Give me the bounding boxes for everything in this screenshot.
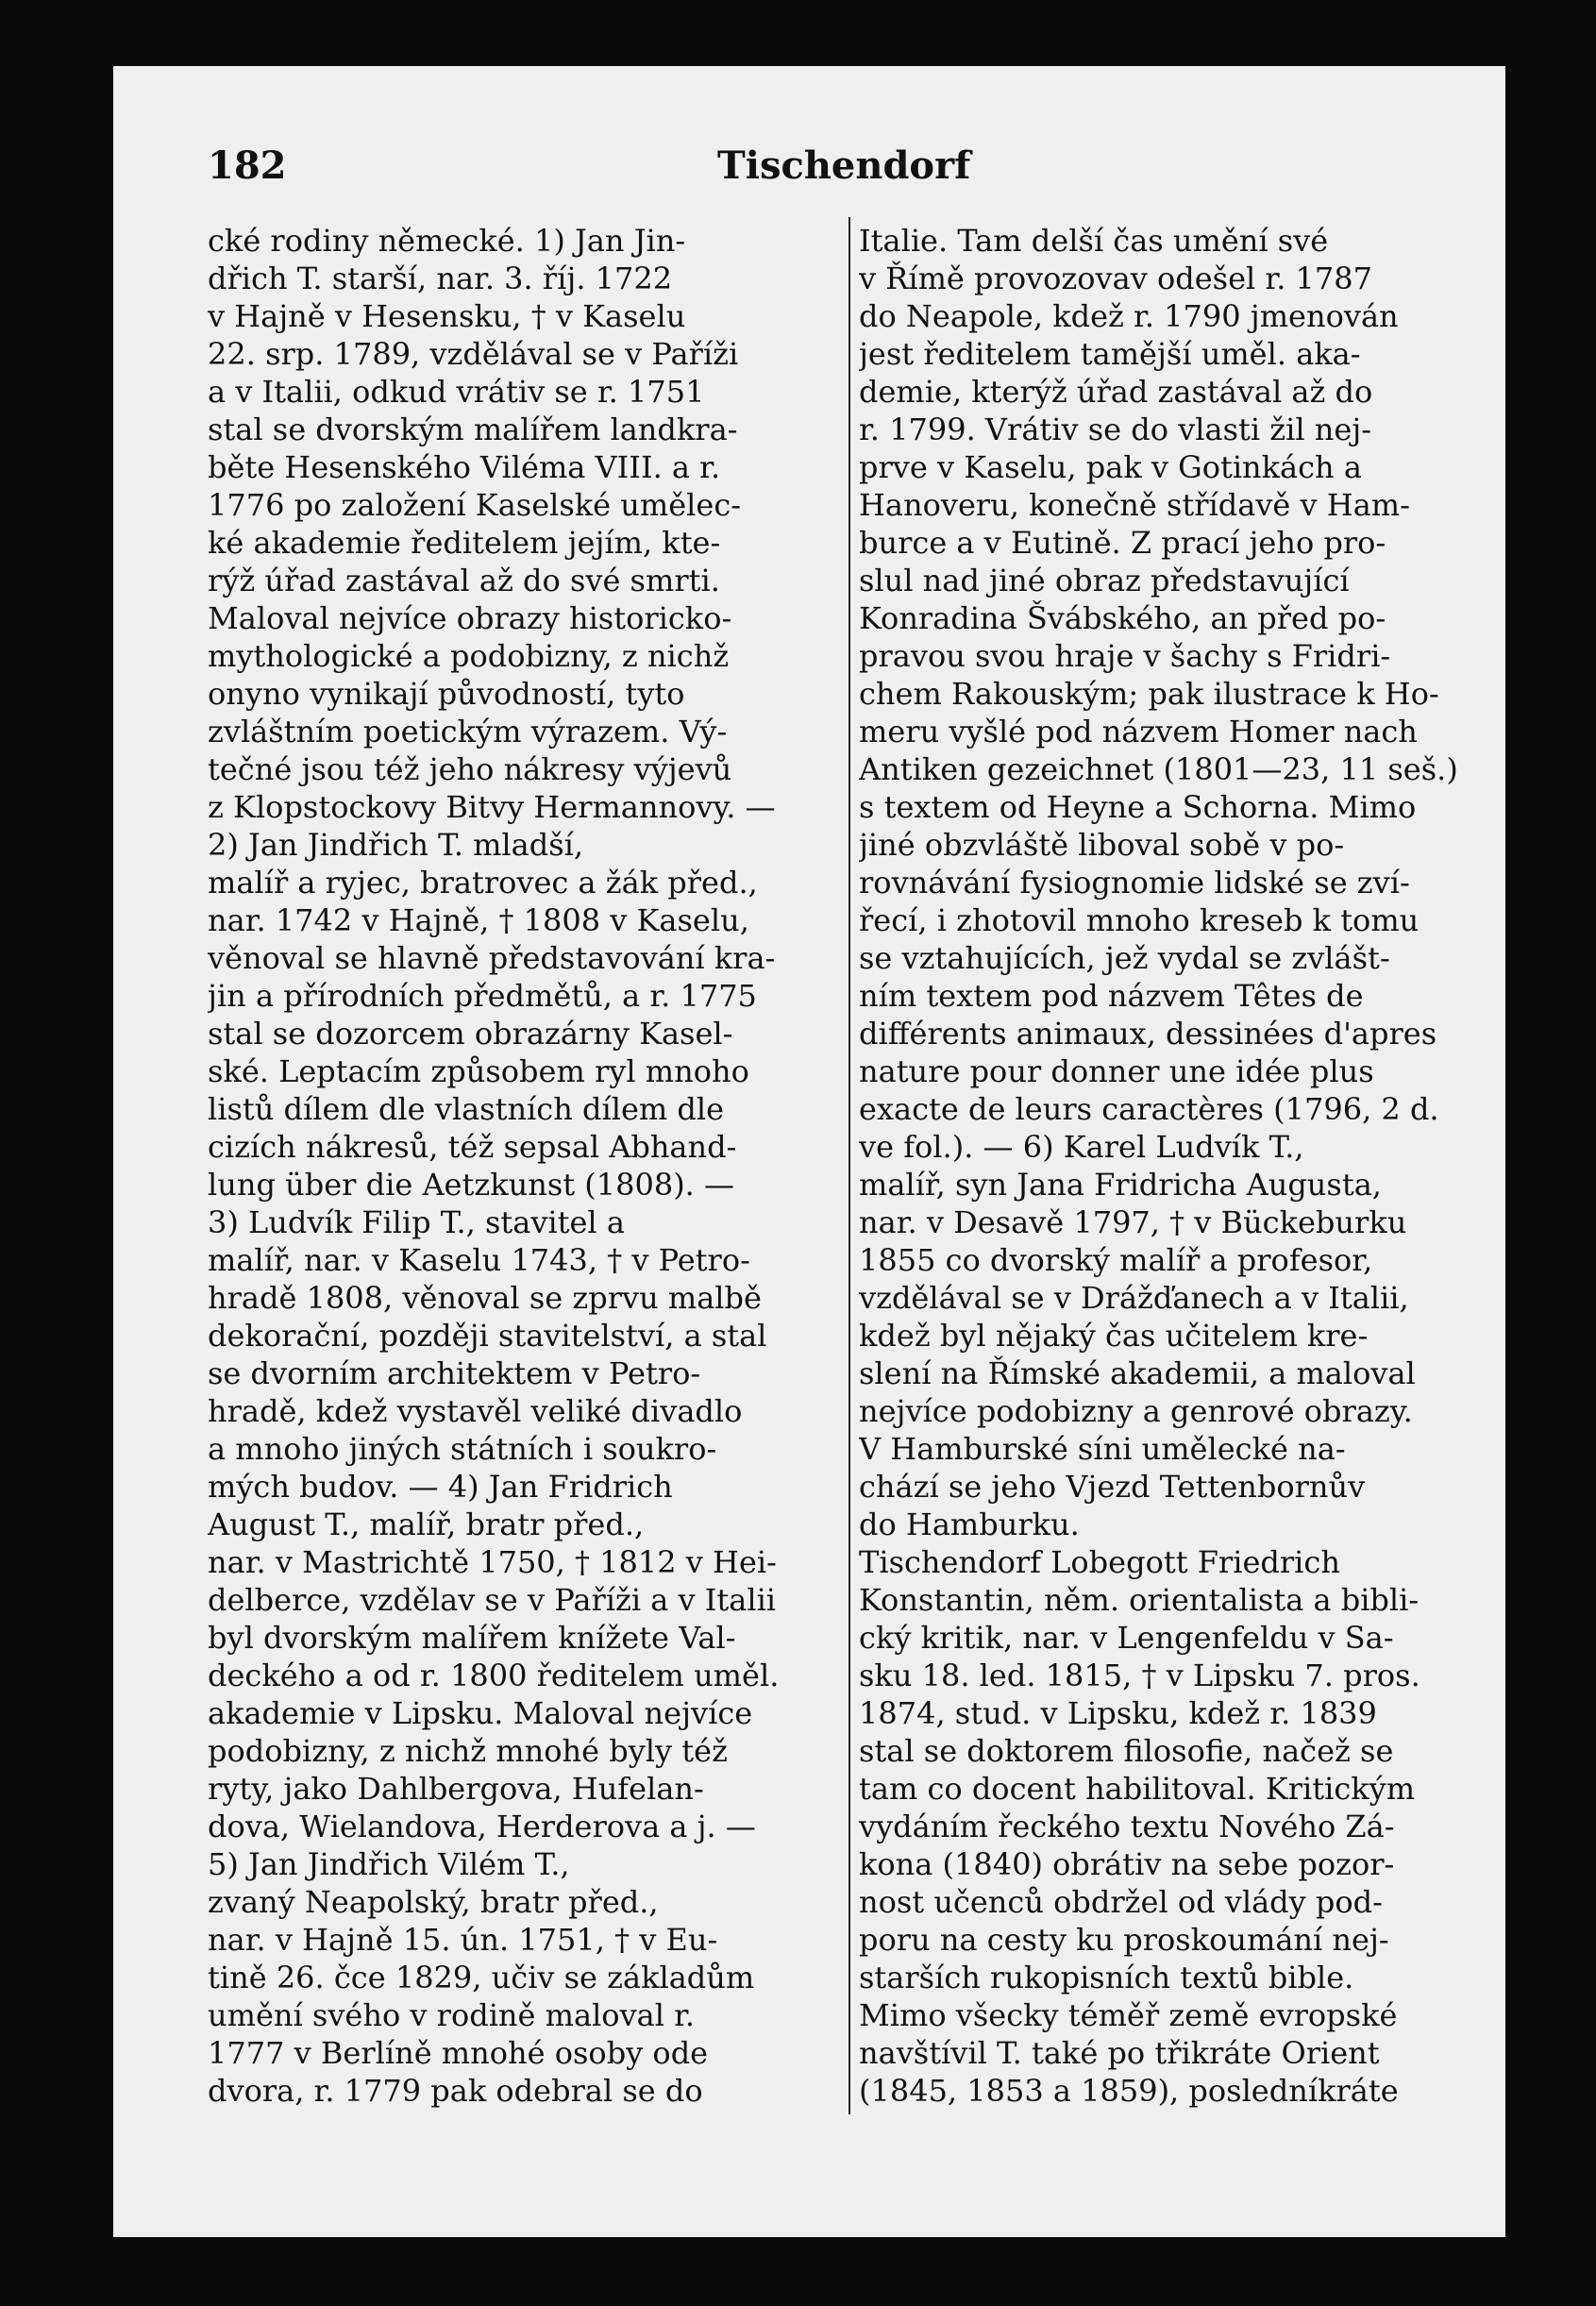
text-line: vzdělával se v Drážďanech a v Italii,	[859, 1280, 1409, 1316]
text-line: a mnoho jiných státních i soukro-	[208, 1431, 717, 1467]
text-line: meru vyšlé pod názvem Homer nach	[859, 714, 1418, 749]
text-line: kona (1840) obrátiv na sebe pozor-	[859, 1846, 1395, 1882]
text-line: nost učenců obdržel od vlády pod-	[859, 1884, 1383, 1920]
text-line: Konstantin, něm. orientalista a bibli-	[859, 1582, 1420, 1618]
text-line: Antiken gezeichnet (1801—23, 11 seš.)	[859, 751, 1458, 787]
text-line: deckého a od r. 1800 ředitelem uměl.	[208, 1658, 780, 1693]
text-line: nar. v Desavě 1797, † v Bückeburku	[859, 1204, 1407, 1240]
text-line: stal se doktorem filosofie, načež se	[859, 1733, 1394, 1769]
text-line: cký kritik, nar. v Lengenfeldu v Sa-	[859, 1620, 1394, 1656]
text-line: stal se dvorským malířem landkra-	[208, 412, 738, 447]
text-line: ké akademie ředitelem jejím, kte-	[208, 525, 721, 561]
text-line: August T., malíř, bratr před.,	[208, 1506, 645, 1542]
text-line: dekorační, později stavitelství, a stal	[208, 1318, 767, 1354]
text-line: zvláštním poetickým výrazem. Vý-	[208, 714, 728, 749]
text-line: poru na cesty ku proskoumání nej-	[859, 1922, 1389, 1958]
text-line: hradě 1808, věnoval se zprvu malbě	[208, 1280, 762, 1316]
text-line: cizích nákresů, též sepsal Abhand-	[208, 1129, 737, 1165]
text-line: v Hajně v Hesensku, † v Kaselu	[208, 298, 686, 334]
text-line: 5) Jan Jindřich Vilém T.,	[208, 1846, 570, 1882]
text-line: Mimo všecky téměř země evropské	[859, 1997, 1398, 2033]
text-line: podobizny, z nichž mnohé byly též	[208, 1733, 728, 1769]
text-line: Italie. Tam delší čas umění své	[859, 223, 1329, 259]
text-line: akademie v Lipsku. Maloval nejvíce	[208, 1695, 753, 1731]
text-line: delberce, vzdělav se v Paříži a v Italii	[208, 1582, 777, 1618]
text-line: 1874, stud. v Lipsku, kdež r. 1839	[859, 1695, 1377, 1731]
text-line: slul nad jiné obraz představující	[859, 563, 1350, 598]
running-head: Tischendorf	[717, 143, 971, 188]
text-line: tině 26. čce 1829, učiv se základům	[208, 1960, 755, 1995]
text-line: stal se dozorcem obrazárny Kasel-	[208, 1016, 733, 1052]
text-line: do Neapole, kdež r. 1790 jmenován	[859, 298, 1399, 334]
column-divider	[848, 217, 850, 2114]
text-line: dřich T. starší, nar. 3. říj. 1722	[208, 261, 673, 296]
text-line: mythologické a podobizny, z nichž	[208, 638, 730, 674]
text-line: 1855 co dvorský malíř a profesor,	[859, 1242, 1373, 1278]
text-line: cké rodiny německé. 1) Jan Jin-	[208, 223, 686, 259]
text-line: ním textem pod názvem Têtes de	[859, 978, 1364, 1014]
text-line: malíř, syn Jana Fridricha Augusta,	[859, 1167, 1382, 1203]
text-line: différents animaux, dessinées d'apres	[859, 1016, 1437, 1052]
text-line: chází se jeho Vjezd Tettenbornův	[859, 1469, 1366, 1505]
right-column	[859, 222, 1489, 2110]
text-line: v Římě provozovav odešel r. 1787	[859, 261, 1372, 296]
text-line: 2) Jan Jindřich T. mladší,	[208, 827, 584, 863]
text-line: jiné obzvláště liboval sobě v po-	[859, 827, 1345, 863]
text-line: běte Hesenského Viléma VIII. a r.	[208, 449, 721, 485]
text-line: 1777 v Berlíně mnohé osoby ode	[208, 2035, 709, 2071]
text-line: nar. v Mastrichtě 1750, † 1812 v Hei-	[208, 1544, 777, 1580]
text-line: pravou svou hraje v šachy s Fridri-	[859, 638, 1391, 674]
text-line: do Hamburku.	[859, 1506, 1080, 1542]
text-line: navštívil T. také po třikráte Orient	[859, 2035, 1380, 2071]
text-line: r. 1799. Vrátiv se do vlasti žil nej-	[859, 412, 1372, 447]
text-line: dova, Wielandova, Herderova a j. —	[208, 1809, 756, 1844]
text-line: exacte de leurs caractères (1796, 2 d.	[859, 1091, 1439, 1127]
text-line: tečné jsou též jeho nákresy výjevů	[208, 751, 732, 787]
text-line: hradě, kdež vystavěl veliké divadlo	[208, 1393, 743, 1429]
text-line: kdež byl nějaký čas učitelem kre-	[859, 1318, 1369, 1354]
page-header	[113, 143, 1505, 200]
text-line: se dvorním architektem v Petro-	[208, 1355, 701, 1391]
text-line: onyno vynikají původností, tyto	[208, 676, 685, 712]
text-line: 3) Ludvík Filip T., stavitel a	[208, 1204, 625, 1240]
text-line: rovnávání fysiognomie lidské se zví-	[859, 865, 1410, 901]
text-line: burce a v Eutině. Z prací jeho pro-	[859, 525, 1386, 561]
text-line: jest ředitelem tamější uměl. aka-	[859, 336, 1361, 372]
text-line: nejvíce podobizny a genrové obrazy.	[859, 1393, 1413, 1429]
text-line: 22. srp. 1789, vzdělával se v Paříži	[208, 336, 739, 372]
text-line: Maloval nejvíce obrazy historicko-	[208, 600, 732, 636]
text-line: se vztahujících, jež vydal se zvlášt-	[859, 940, 1390, 976]
text-line: vydáním řeckého textu Nového Zá-	[859, 1809, 1395, 1844]
text-line: Konradina Švábského, an před po-	[859, 600, 1386, 636]
text-line: jin a přírodních předmětů, a r. 1775	[208, 978, 757, 1014]
text-line: starších rukopisních textů bible.	[859, 1960, 1354, 1995]
text-line: Hanoveru, konečně střídavě v Ham-	[859, 487, 1410, 523]
text-line: nar. v Hajně 15. ún. 1751, † v Eu-	[208, 1922, 718, 1958]
page-number: 182	[208, 143, 287, 188]
text-line: řecí, i zhotovil mnoho kreseb k tomu	[859, 902, 1420, 938]
text-line: sku 18. led. 1815, † v Lipsku 7. pros.	[859, 1658, 1420, 1693]
scanned-page	[113, 66, 1505, 2237]
text-line: rýž úřad zastával až do své smrti.	[208, 563, 720, 598]
text-line: malíř a ryjec, bratrovec a žák před.,	[208, 865, 758, 901]
text-line: prve v Kaselu, pak v Gotinkách a	[859, 449, 1362, 485]
text-line: ryty, jako Dahlbergova, Hufelan-	[208, 1771, 704, 1807]
text-line: tam co docent habilitoval. Kritickým	[859, 1771, 1416, 1807]
text-line: s textem od Heyne a Schorna. Mimo	[859, 789, 1417, 825]
text-line: věnoval se hlavně představování kra-	[208, 940, 776, 976]
text-line: chem Rakouským; pak ilustrace k Ho-	[859, 676, 1439, 712]
text-line: slení na Římské akademii, a maloval	[859, 1355, 1416, 1391]
text-line: dvora, r. 1779 pak odebral se do	[208, 2073, 703, 2109]
text-line: 1776 po založení Kaselské umělec-	[208, 487, 742, 523]
text-line: Tischendorf Lobegott Friedrich	[859, 1544, 1340, 1580]
text-line: umění svého v rodině maloval r.	[208, 1997, 696, 2033]
text-line: malíř, nar. v Kaselu 1743, † v Petro-	[208, 1242, 750, 1278]
text-line: z Klopstockovy Bitvy Hermannovy. —	[208, 789, 776, 825]
text-line: ské. Leptacím způsobem ryl mnoho	[208, 1053, 749, 1089]
text-line: a v Italii, odkud vrátiv se r. 1751	[208, 374, 705, 410]
text-line: V Hamburské síni umělecké na-	[859, 1431, 1346, 1467]
left-column	[208, 222, 838, 2110]
text-line: (1845, 1853 a 1859), posledníkráte	[859, 2073, 1399, 2109]
text-line: byl dvorským malířem knížete Val-	[208, 1620, 736, 1656]
text-line: zvaný Neapolský, bratr před.,	[208, 1884, 659, 1920]
text-line: mých budov. — 4) Jan Fridrich	[208, 1469, 673, 1505]
text-line: listů dílem dle vlastních dílem dle	[208, 1091, 725, 1127]
text-line: ve fol.). — 6) Karel Ludvík T.,	[859, 1129, 1304, 1165]
text-line: nar. 1742 v Hajně, † 1808 v Kaselu,	[208, 902, 749, 938]
text-line: lung über die Aetzkunst (1808). —	[208, 1167, 735, 1203]
text-line: nature pour donner une idée plus	[859, 1053, 1374, 1089]
text-line: demie, kterýž úřad zastával až do	[859, 374, 1373, 410]
